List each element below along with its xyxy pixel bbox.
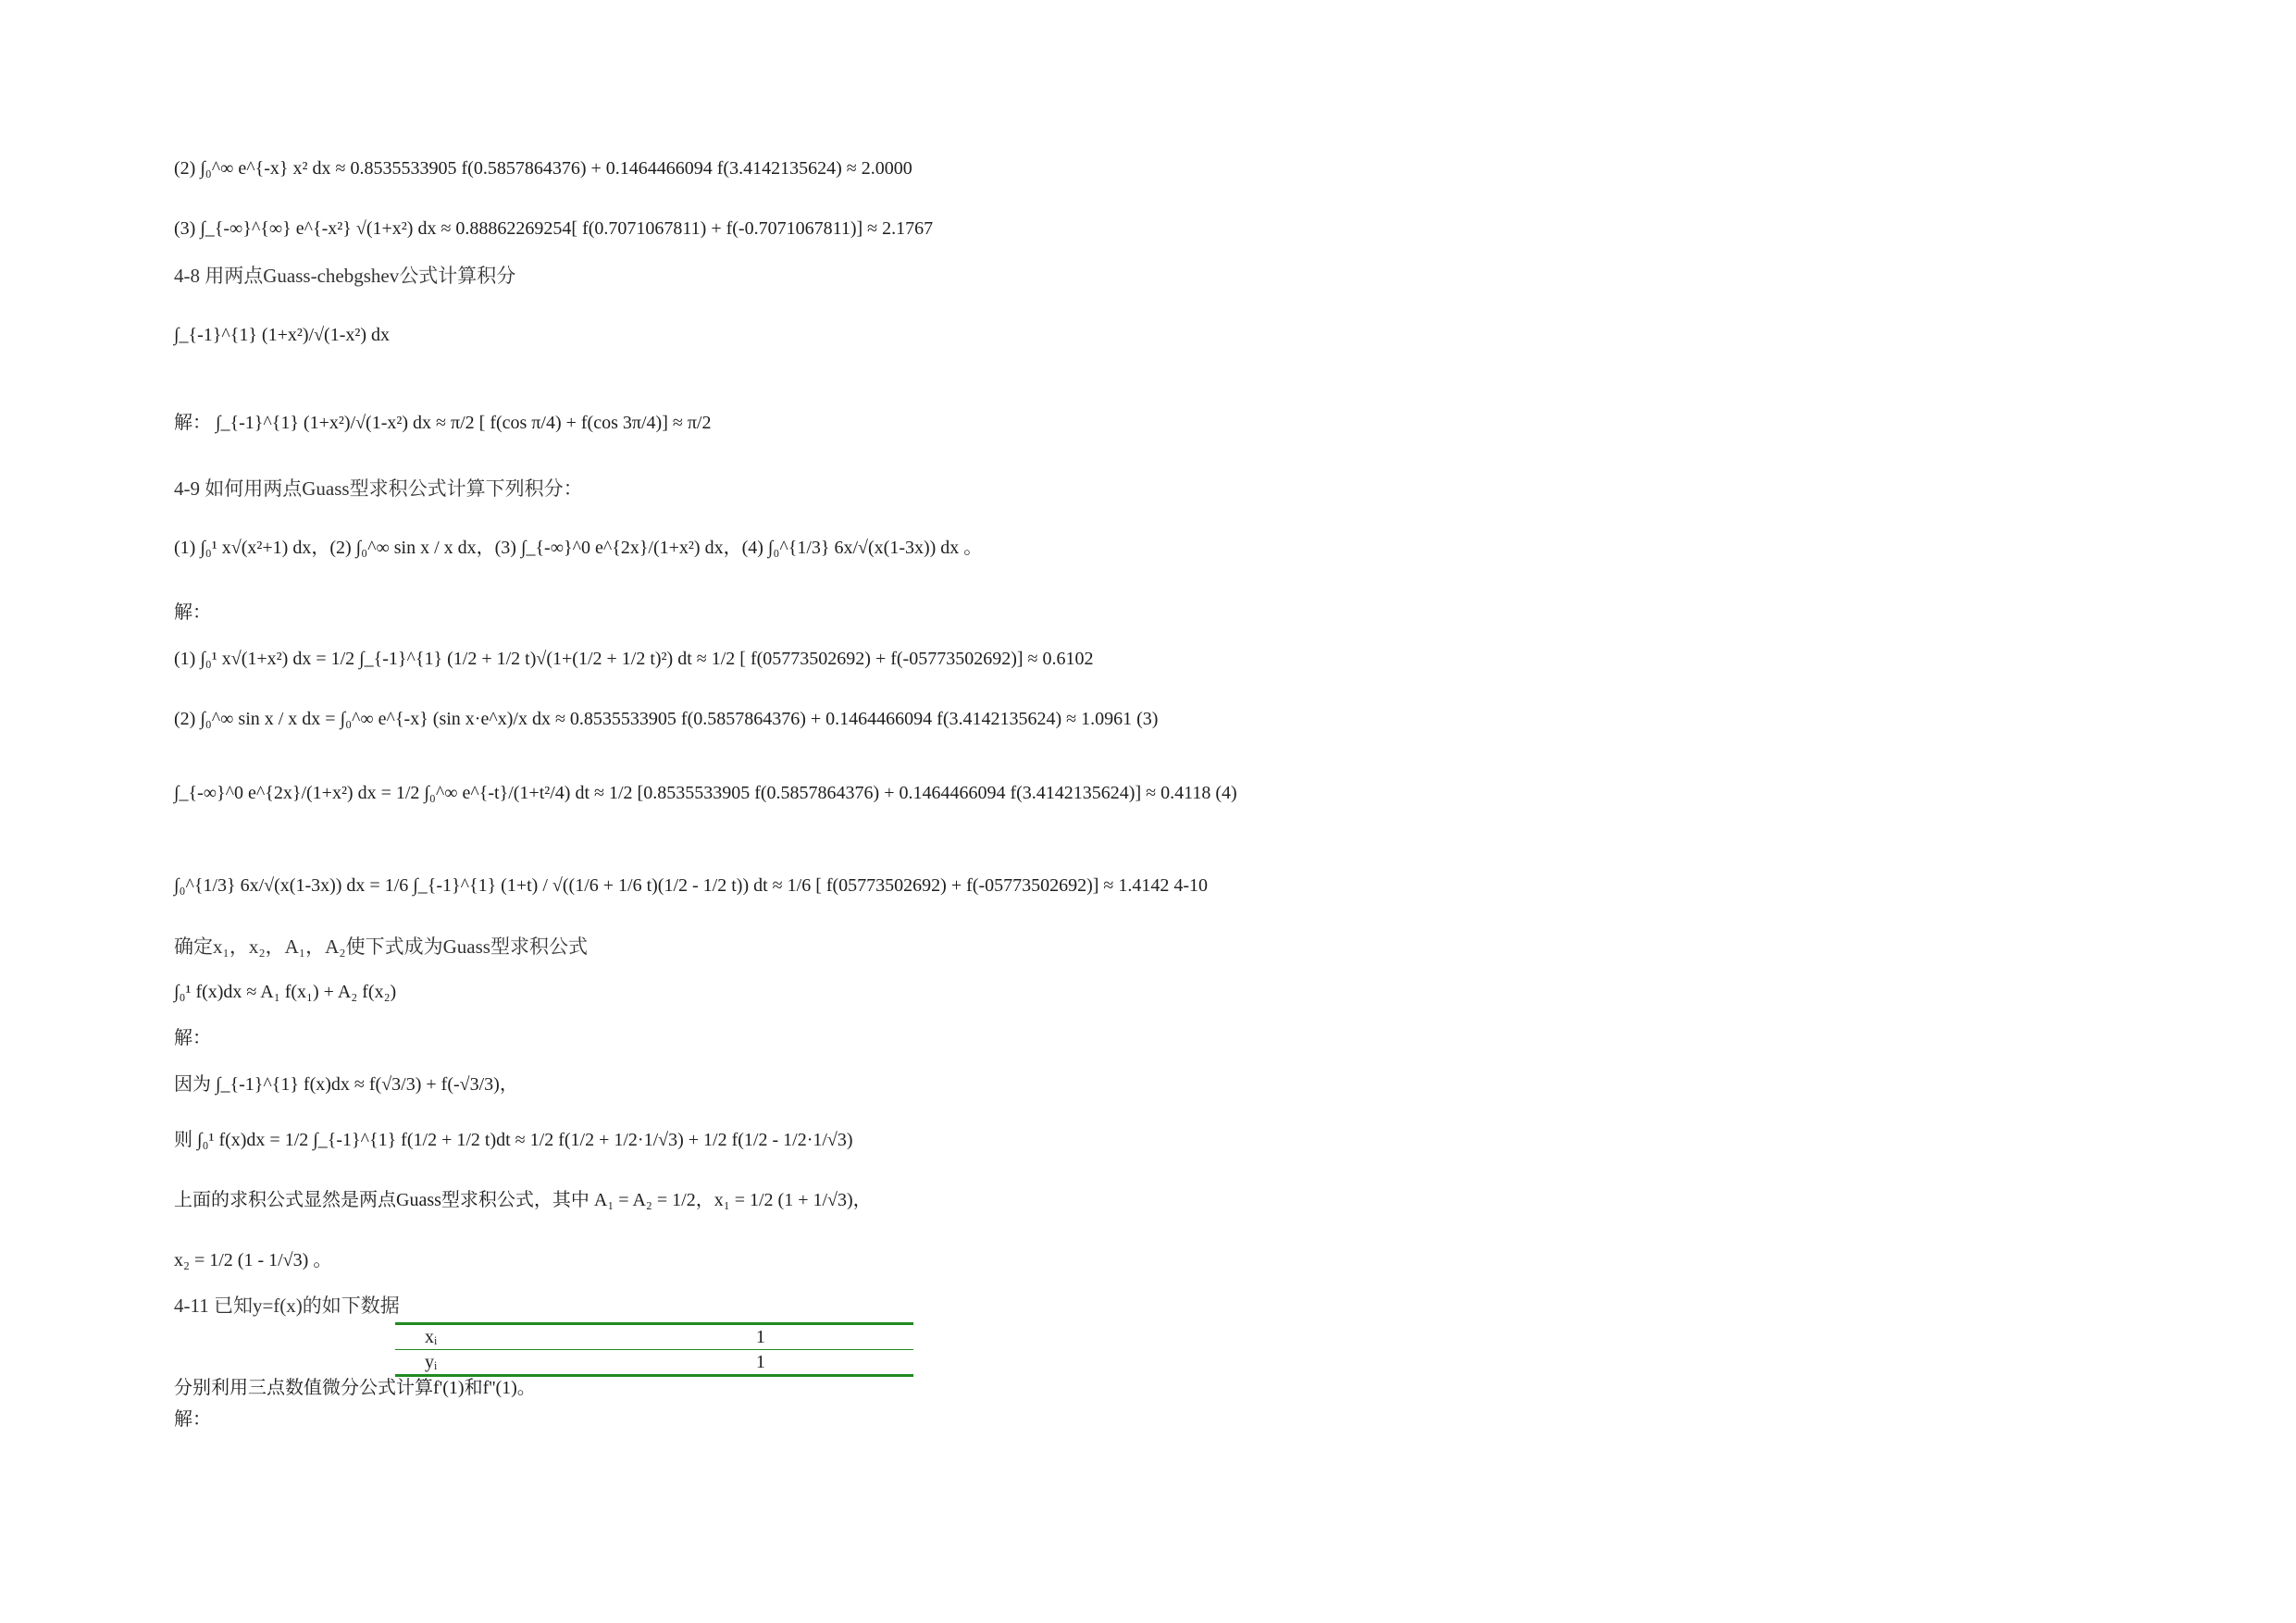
formula-line: ∫₀¹ f(x)dx ≈ A₁ f(x₁) + A₂ f(x₂) xyxy=(174,982,397,1002)
solution-label: 解： xyxy=(174,602,211,623)
solution-line xyxy=(174,412,711,435)
row-value: 1 xyxy=(495,1350,913,1376)
problem-heading: 4-8 用两点Guass-chebgshev公式计算积分 xyxy=(174,265,516,287)
problem-heading: 4-11 已知y=f(x)的如下数据 xyxy=(174,1295,400,1317)
formula-line: ∫_{-1}^{1} (1+x²)/√(1-x²) dx xyxy=(174,325,391,345)
problem-heading: 确定x₁，x₂，A₁，A₂使下式成为Guass型求积公式 xyxy=(174,935,588,958)
row-label: yᵢ xyxy=(395,1350,495,1376)
problem-heading: 4-9 如何用两点Guass型求积公式计算下列积分： xyxy=(174,477,583,500)
formula-line: (2) ∫₀^∞ sin x / x dx = ∫₀^∞ e^{-x} (sin x·e^x)/x dx ≈ 0.8535533905 f(0.5857864376) + 0.1464466094 f(3.4142135624) ≈ 1.0961 (3) xyxy=(174,709,1159,729)
solution-label: 解： xyxy=(174,1409,211,1430)
formula-line: 则 ∫₀¹ f(x)dx = 1/2 ∫_{-1}^{1} f(1/2 + 1/2 t)dt ≈ 1/2 f(1/2 + 1/2·1/√3) + 1/2 f(1/2 - 1/2·1/√3) xyxy=(174,1130,853,1150)
formula-line: 因为 ∫_{-1}^{1} f(x)dx ≈ f(√3/3) + f(-√3/3)， xyxy=(174,1074,518,1095)
formula-line: 上面的求积公式显然是两点Guass型求积公式，其中 A₁ = A₂ = 1/2，x₁ = 1/2 (1 + 1/√3)， xyxy=(174,1190,872,1210)
table-row xyxy=(395,1324,913,1350)
formula-text: ∫_{-1}^{1} (1+x²)/√(1-x²) dx ≈ π/2 [ f(cos π/4) + f(cos 3π/4)] ≈ π/2 xyxy=(216,413,712,433)
paragraph-line: 分别利用三点数值微分公式计算f'(1)和f''(1)。 xyxy=(174,1378,536,1398)
formula-line: (3) ∫_{-∞}^{∞} e^{-x²} √(1+x²) dx ≈ 0.88862269254[ f(0.7071067811) + f(-0.7071067811)] ≈ 2.1767 xyxy=(174,218,934,239)
solution-label: 解： xyxy=(174,1028,211,1048)
formula-line: ∫₀^{1/3} 6x/√(x(1-3x)) dx = 1/6 ∫_{-1}^{1} (1+t) / √((1/6 + 1/6 t)(1/2 - 1/2 t)) dt ≈ 1/6 [ f(05773502692) + f(-05773502692)] ≈ 1.4142 4-10 xyxy=(174,875,1209,896)
formula-line: (1) ∫₀¹ x√(x²+1) dx，(2) ∫₀^∞ sin x / x dx，(3) ∫_{-∞}^0 e^{2x}/(1+x²) dx，(4) ∫₀^{1/3} 6x/√(x(1-3x)) dx 。 xyxy=(174,538,983,558)
formula-line: ∫_{-∞}^0 e^{2x}/(1+x²) dx = 1/2 ∫₀^∞ e^{-t}/(1+t²/4) dt ≈ 1/2 [0.8535533905 f(0.5857864376) + 0.1464466094 f(3.4142135624)] ≈ 0.4118 (4) xyxy=(174,783,1237,803)
solution-label: 解： xyxy=(174,413,211,433)
row-value: 1 xyxy=(495,1324,913,1350)
row-label: xᵢ xyxy=(395,1324,495,1350)
data-table xyxy=(395,1322,913,1377)
formula-line: (2) ∫₀^∞ e^{-x} x² dx ≈ 0.8535533905 f(0.5857864376) + 0.1464466094 f(3.4142135624) ≈ 2.0000 xyxy=(174,158,912,179)
formula-line: x₂ = 1/2 (1 - 1/√3) 。 xyxy=(174,1250,332,1270)
table-row xyxy=(395,1350,913,1376)
formula-line: (1) ∫₀¹ x√(1+x²) dx = 1/2 ∫_{-1}^{1} (1/2 + 1/2 t)√(1+(1/2 + 1/2 t)²) dt ≈ 1/2 [ f(05773502692) + f(-05773502692)] ≈ 0.6102 xyxy=(174,649,1094,669)
